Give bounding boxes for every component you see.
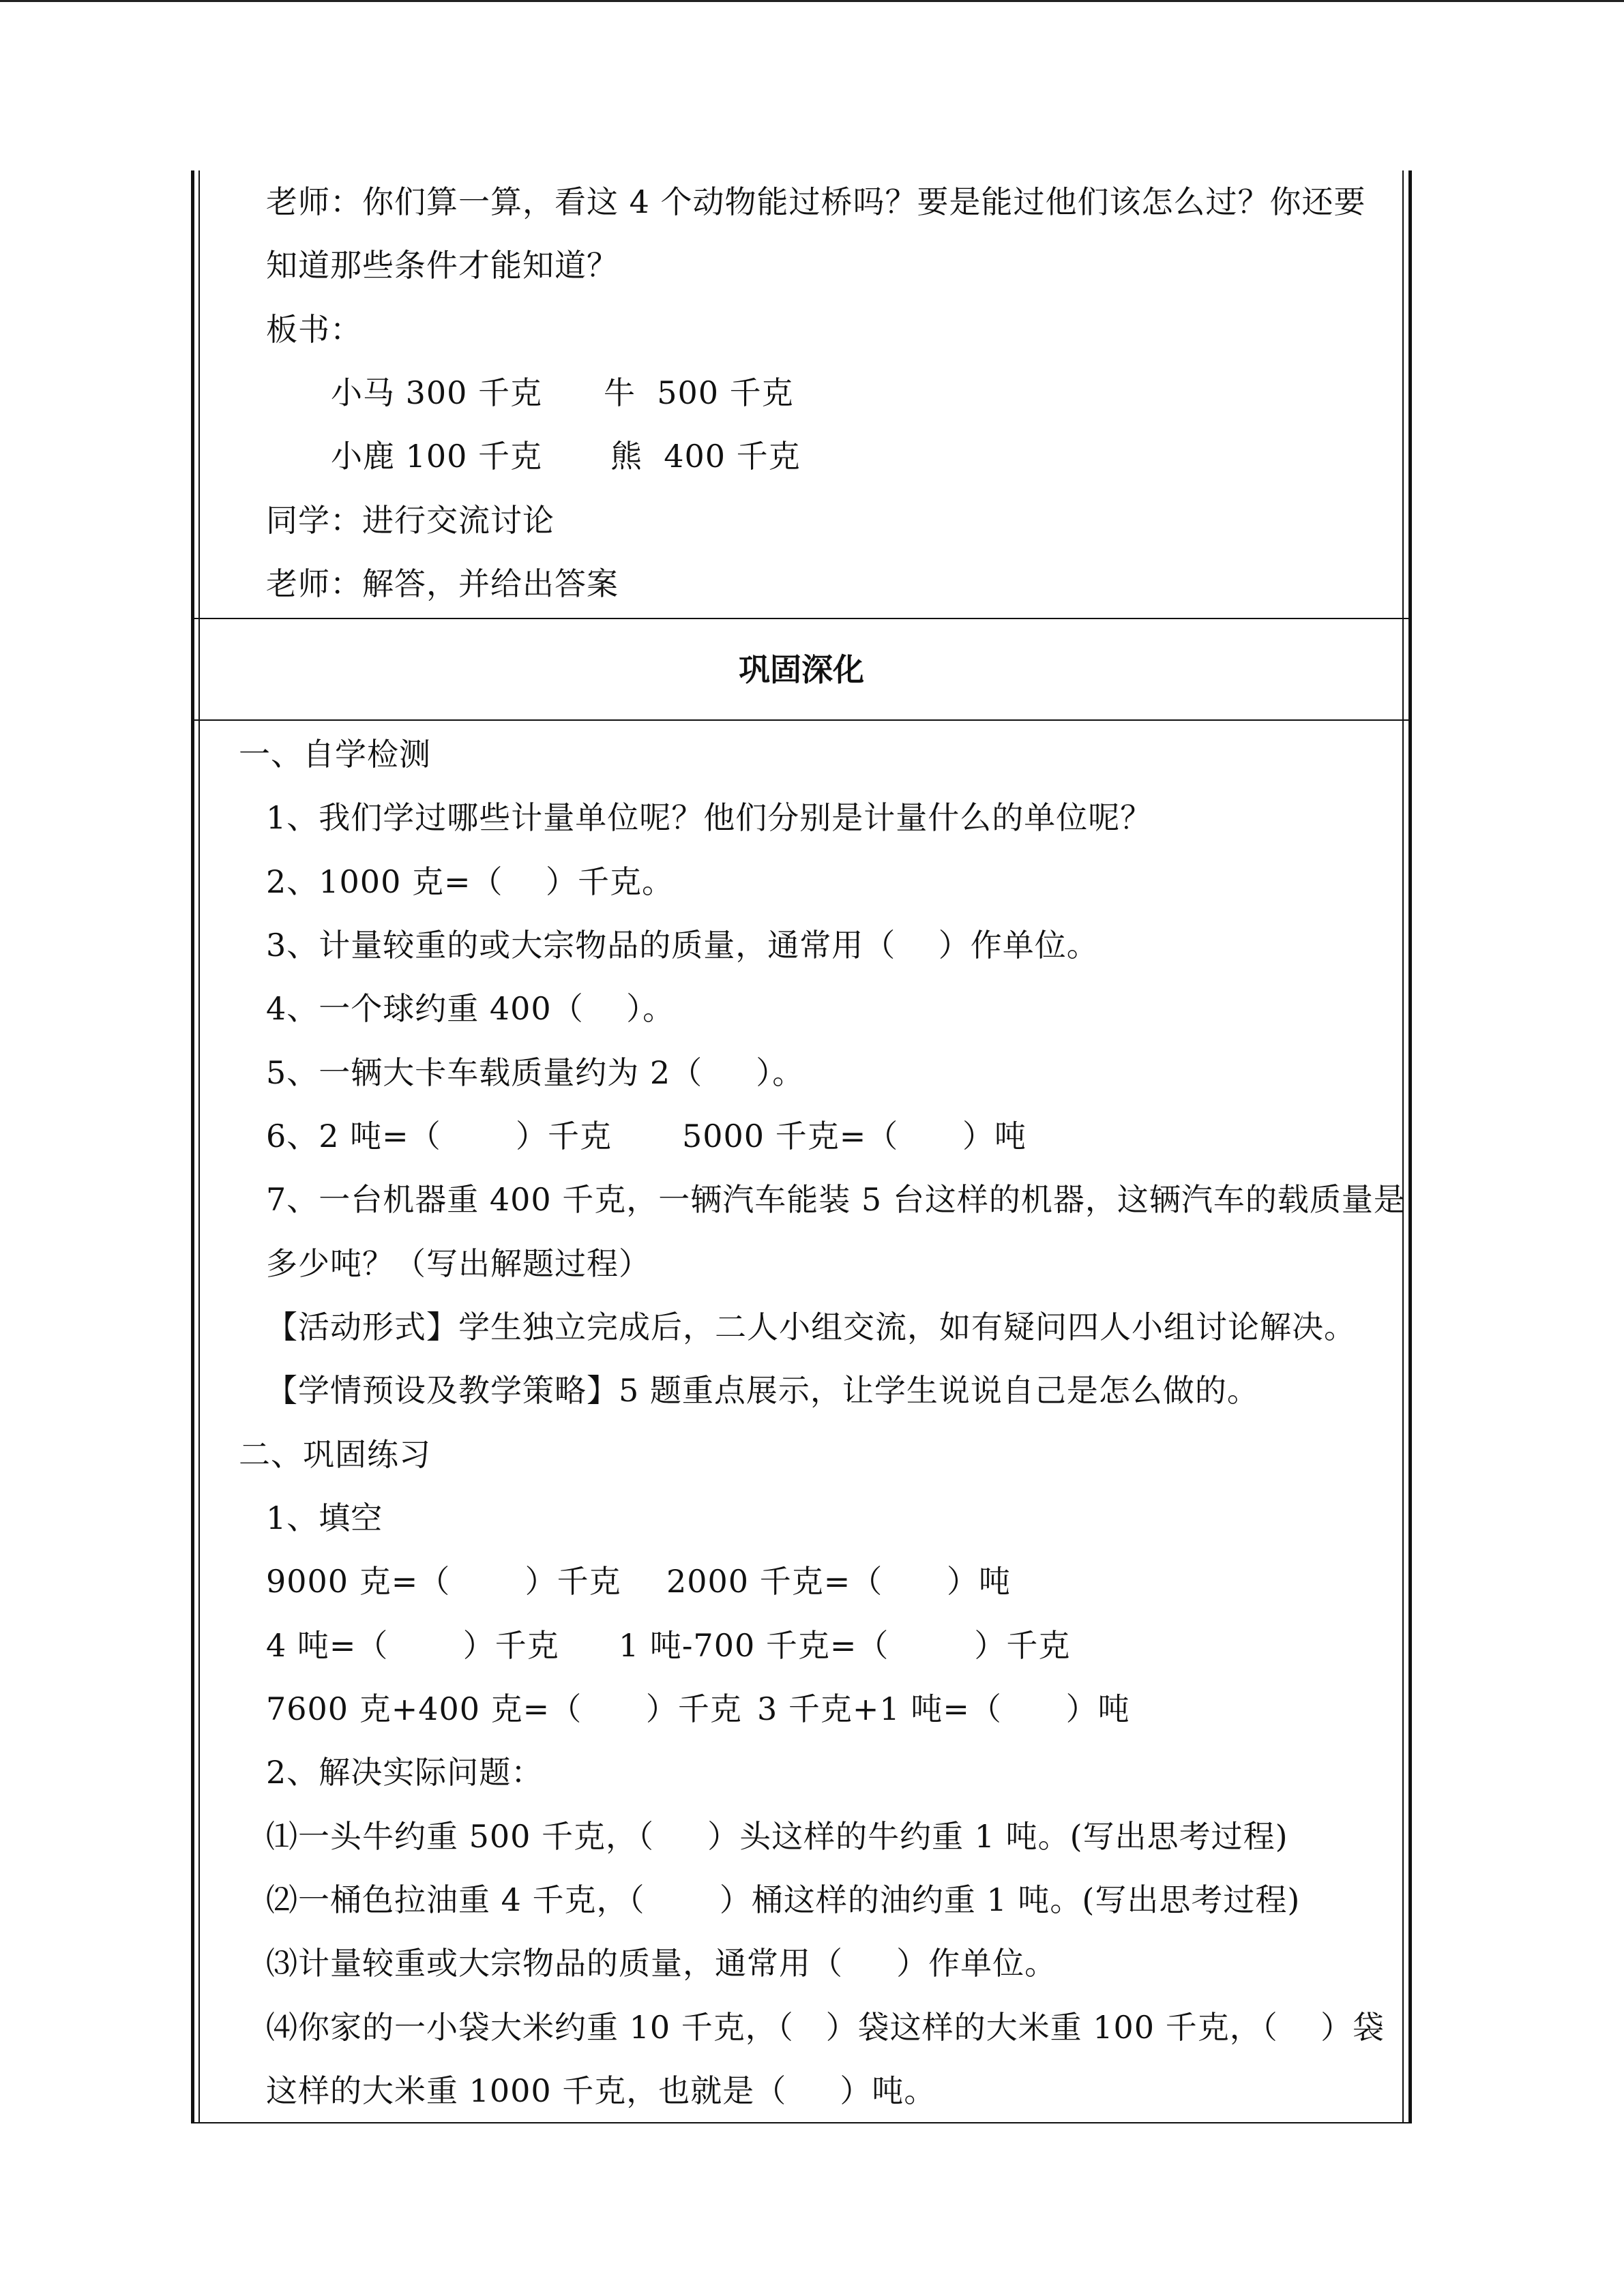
- fill-row3-b: 3 千克+1 吨=（ ）吨: [757, 1690, 1130, 1727]
- self-check-q2: 2、1000 克=（ ）千克。: [266, 863, 674, 900]
- fill-row2-b: 1 吨-700 千克=（ ）千克: [619, 1627, 1071, 1664]
- self-check-q7-line1: 7、一台机器重 400 千克，一辆汽车能装 5 台这样的机器，这辆汽车的载质量是: [266, 1181, 1406, 1218]
- practice-title: 二、巩固练习: [239, 1436, 431, 1473]
- fill-row2-a: 4 吨=（ ）千克: [266, 1627, 559, 1664]
- board-label: 板书：: [266, 311, 362, 348]
- problem-3: ⑶计量较重或大宗物品的质量，通常用（ ）作单位。: [266, 1945, 1057, 1982]
- problem-2: ⑵一桶色拉油重 4 千克，（ ）桶这样的油约重 1 吨。(写出思考过程): [266, 1881, 1301, 1918]
- problem-1: ⑴一头牛约重 500 千克，（ ）头这样的牛约重 1 吨。(写出思考过程): [266, 1818, 1288, 1855]
- intro-line-2: 知道那些条件才能知道？: [266, 247, 619, 284]
- animal-pony: 小马 300 千克: [331, 374, 543, 411]
- self-check-q4: 4、一个球约重 400（ ）。: [266, 990, 675, 1027]
- problem-4-line2: 这样的大米重 1000 千克，也就是（ ）吨。: [266, 2072, 936, 2109]
- self-check-title: 一、自学检测: [239, 736, 431, 773]
- self-check-q1: 1、我们学过哪些计量单位呢？他们分别是计量什么的单位呢？: [266, 799, 1153, 836]
- table-left-outer-border: [191, 170, 194, 2123]
- fill-blank-title: 1、填空: [266, 1500, 383, 1536]
- lesson-table: [191, 170, 1412, 2123]
- teacher-answer: 老师：解答，并给出答案: [266, 565, 619, 602]
- self-check-q7-line2: 多少吨？（写出解题过程）: [266, 1245, 651, 1282]
- row-divider-2: [191, 719, 1412, 721]
- teaching-strategy: 【学情预设及教学策略】5 题重点展示，让学生说说自己是怎么做的。: [266, 1372, 1259, 1409]
- section-title: 巩固深化: [739, 651, 864, 688]
- intro-line-1: 老师：你们算一算，看这 4 个动物能过桥吗？要是能过他们该怎么过？你还要: [266, 183, 1366, 220]
- animal-deer: 小鹿 100 千克: [331, 438, 543, 475]
- fill-row1-b: 2000 千克=（ ）吨: [666, 1563, 1011, 1600]
- self-check-q5: 5、一辆大卡车载质量约为 2（ ）。: [266, 1054, 805, 1091]
- self-check-q3: 3、计量较重的或大宗物品的质量，通常用（ ）作单位。: [266, 927, 1099, 964]
- problem-4-line1: ⑷你家的一小袋大米约重 10 千克，（ ）袋这样的大米重 100 千克，（ ）袋: [266, 2009, 1385, 2046]
- fill-row1-a: 9000 克=（ ）千克: [266, 1563, 621, 1600]
- fill-row3-a: 7600 克+400 克=（ ）千克: [266, 1690, 742, 1727]
- table-right-inner-border: [1402, 170, 1404, 2123]
- students-discuss: 同学：进行交流讨论: [266, 502, 555, 539]
- animal-bear: 熊 400 千克: [610, 438, 801, 475]
- page-top-rule: [0, 0, 1624, 2]
- self-check-q6-part2: 5000 千克=（ ）吨: [682, 1118, 1027, 1154]
- table-left-inner-border: [198, 170, 200, 2123]
- animal-cow: 牛 500 千克: [604, 374, 794, 411]
- activity-format: 【活动形式】学生独立完成后，二人小组交流，如有疑问四人小组讨论解决。: [266, 1309, 1356, 1345]
- solve-title: 2、解决实际问题：: [266, 1754, 544, 1791]
- row-divider-1: [191, 618, 1412, 619]
- self-check-q6-part1: 6、2 吨=（ ）千克: [266, 1118, 612, 1154]
- table-right-outer-border: [1408, 170, 1412, 2123]
- table-bottom-border: [191, 2122, 1412, 2123]
